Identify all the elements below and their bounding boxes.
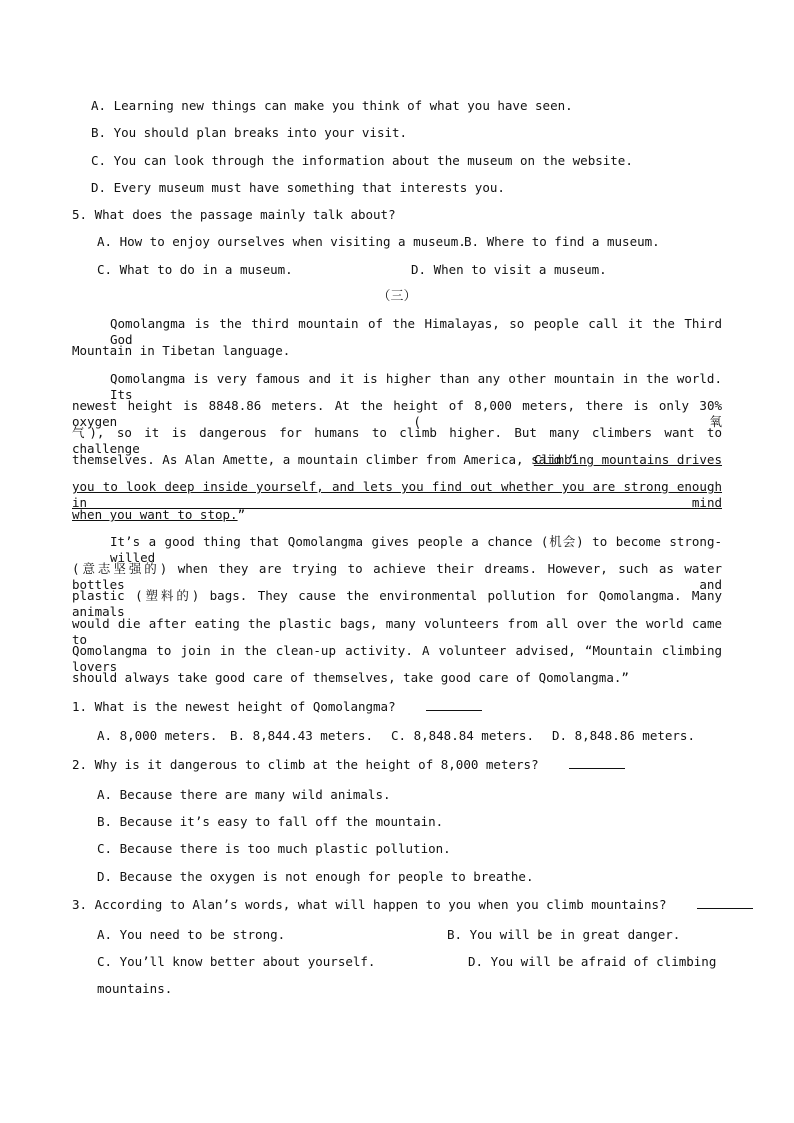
prev-q5-stem: 5. What does the passage mainly talk about? (72, 207, 396, 222)
prev-q5-option-a: A. How to enjoy ourselves when visiting a museum. (97, 234, 466, 249)
passage-p2-line4 (72, 452, 722, 468)
q3-option-d: D. You will be afraid of climbing (468, 954, 717, 969)
passage-p1-line2: Mountain in Tibetan language. (72, 343, 291, 358)
section-heading: （三） (377, 289, 417, 304)
q2-option-d: D. Because the oxygen is not enough for people to breathe. (97, 869, 534, 884)
q1-answer-blank[interactable] (426, 700, 482, 711)
quote-close-mark: ” (237, 507, 246, 522)
prev-q5-option-c: C. What to do in a museum. (97, 262, 293, 277)
q1-option-c: C. 8,848.84 meters. (391, 728, 534, 743)
q2-stem (72, 757, 625, 773)
passage-p3-line2: (意志坚强的) when they are trying to achieve their dreams. However, such as water bottles and (72, 561, 722, 592)
quote-underlined-middle: you to look deep inside yourself, and lets you find out whether you are strong enough in mind (72, 479, 722, 510)
passage-p3-line4: would die after eating the plastic bags, many volunteers from all over the world came to (72, 616, 722, 647)
q2-option-a: A. Because there are many wild animals. (97, 787, 391, 802)
q2-answer-blank[interactable] (569, 758, 625, 769)
q3-stem (72, 897, 753, 913)
passage-p2-line6 (72, 507, 245, 523)
passage-p3-line6: should always take good care of themselves, take good care of Qomolangma.” (72, 670, 629, 685)
q2-option-b: B. Because it’s easy to fall off the mountain. (97, 814, 444, 829)
prev-q5-option-b: B. Where to find a museum. (464, 234, 660, 249)
q1-option-d: D. 8,848.86 meters. (552, 728, 695, 743)
q1-stem-text: 1. What is the newest height of Qomolangma? (72, 699, 396, 714)
q3-option-a: A. You need to be strong. (97, 927, 286, 942)
q1-stem (72, 699, 482, 715)
q3-option-d-continued: mountains. (97, 981, 173, 996)
passage-p2-line4-text: themselves. As Alan Amette, a mountain climber from America, said “ (72, 452, 577, 467)
quote-underlined-end: when you want to stop. (72, 507, 238, 522)
prev-q4-option-c: C. You can look through the information about the museum on the website. (91, 153, 633, 168)
prev-q4-option-a: A. Learning new things can make you think of what you have seen. (91, 98, 573, 113)
quote-underlined-start: Climbing mountains drives (533, 452, 722, 467)
passage-p3-line5: Qomolangma to join in the clean-up activity. A volunteer advised, “Mountain climbing lovers (72, 643, 722, 674)
q1-option-b: B. 8,844.43 meters. (230, 728, 373, 743)
passage-p2-line2: newest height is 8848.86 meters. At the height of 8,000 meters, there is only 30% oxygen (氧 (72, 398, 722, 429)
q3-option-b: B. You will be in great danger. (447, 927, 681, 942)
q3-answer-blank[interactable] (697, 898, 753, 909)
q2-option-c: C. Because there is too much plastic pollution. (97, 841, 451, 856)
passage-p1-line1: Qomolangma is the third mountain of the Himalayas, so people call it the Third God (110, 316, 722, 347)
passage-p3-line1: It’s a good thing that Qomolangma gives people a chance (机会) to become strong-willed (110, 534, 722, 565)
q3-stem-text: 3. According to Alan’s words, what will happen to you when you climb mountains? (72, 897, 667, 912)
passage-p2-line3: 气), so it is dangerous for humans to climb higher. But many climbers want to challenge (72, 425, 722, 456)
q3-option-c: C. You’ll know better about yourself. (97, 954, 376, 969)
q2-stem-text: 2. Why is it dangerous to climb at the height of 8,000 meters? (72, 757, 539, 772)
prev-q5-option-d: D. When to visit a museum. (411, 262, 607, 277)
passage-p2-line1: Qomolangma is very famous and it is higher than any other mountain in the world. Its (110, 371, 722, 402)
prev-q4-option-b: B. You should plan breaks into your visit. (91, 125, 408, 140)
q1-option-a: A. 8,000 meters. (97, 728, 218, 743)
prev-q4-option-d: D. Every museum must have something that interests you. (91, 180, 505, 195)
passage-p3-line3: plastic (塑料的) bags. They cause the environmental pollution for Qomolangma. Many animals (72, 588, 722, 619)
